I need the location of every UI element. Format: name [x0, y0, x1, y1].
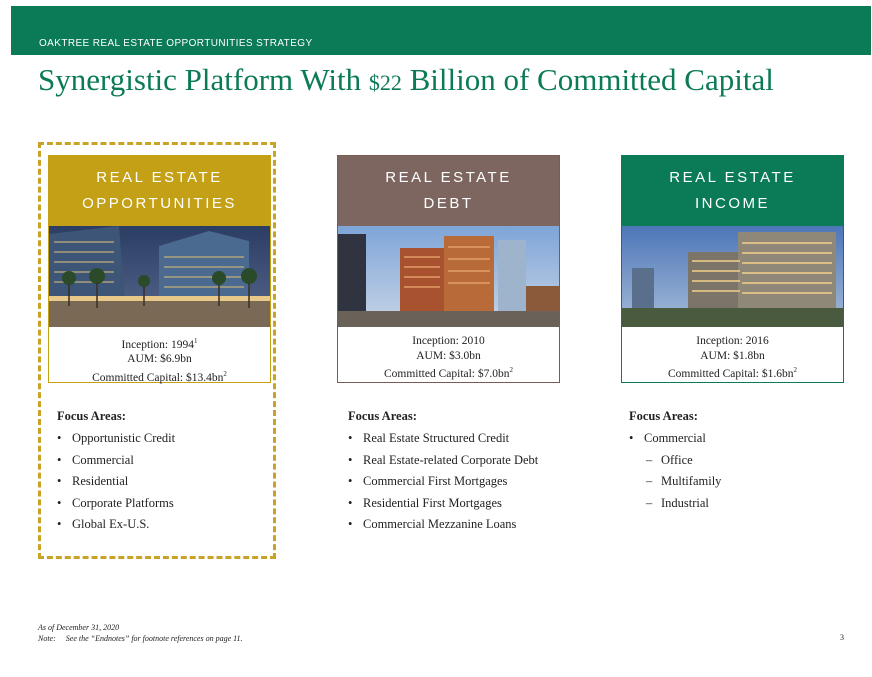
list-item: • Opportunistic Credit	[57, 431, 175, 453]
building-photo-debt	[338, 226, 559, 327]
card-title-line1: REAL ESTATE	[96, 169, 223, 186]
list-subitem: – Multifamily	[629, 474, 721, 496]
aum: AUM: $1.8bn	[700, 349, 765, 362]
card-title-line2: OPPORTUNITIES	[82, 195, 237, 212]
card-title-line1: REAL ESTATE	[385, 169, 512, 186]
card-real-estate-income	[621, 155, 844, 383]
focus-areas-opportunities	[57, 409, 175, 539]
aum: AUM: $6.9bn	[127, 353, 192, 366]
title-part2: Billion of Committed Capital	[401, 62, 774, 97]
list-item: • Commercial First Mortgages	[348, 474, 538, 496]
focus-title: Focus Areas:	[57, 409, 126, 423]
strategy-label: OAKTREE REAL ESTATE OPPORTUNITIES STRATEGY	[39, 38, 313, 49]
inception-footnote: 1	[194, 337, 198, 345]
card-header	[622, 156, 843, 226]
card-title-line2: INCOME	[694, 195, 770, 212]
card-real-estate-debt	[337, 155, 560, 383]
committed-capital: Committed Capital: $1.6bn	[667, 367, 794, 380]
list-item: • Commercial	[629, 431, 721, 453]
committed-footnote: 2	[509, 366, 514, 374]
card-real-estate-opportunities	[48, 155, 271, 383]
list-item: • Commercial	[57, 453, 175, 475]
header-bar	[11, 6, 871, 55]
building-photo-opportunities	[49, 226, 270, 327]
list-item: • Residential First Mortgages	[348, 496, 538, 518]
aum: AUM: $3.0bn	[416, 349, 481, 362]
list-item: • Real Estate Structured Credit	[348, 431, 538, 453]
inception: Inception: 2016	[696, 335, 769, 347]
page-number: 3	[840, 633, 844, 642]
inception: Inception: 2010	[412, 335, 485, 347]
title-amount: $22	[368, 70, 402, 95]
list-item: • Residential	[57, 474, 175, 496]
committed-capital: Committed Capital: $7.0bn	[383, 367, 510, 380]
page-title	[38, 62, 774, 98]
endnote-reference: Note: See the “Endnotes” for footnote references on page 11.	[38, 634, 243, 643]
inception: Inception: 1994	[121, 338, 194, 351]
card-stats	[338, 327, 559, 381]
plaza-towers-image	[49, 226, 270, 327]
focus-areas-debt	[348, 409, 538, 539]
committed-capital: Committed Capital: $13.4bn	[92, 371, 224, 384]
focus-title: Focus Areas:	[629, 409, 698, 423]
footer-notes	[38, 622, 243, 644]
office-building-image	[622, 226, 843, 327]
list-item: • Global Ex-U.S.	[57, 517, 175, 539]
card-title-line1: REAL ESTATE	[669, 169, 796, 186]
list-subitem: – Industrial	[629, 496, 721, 518]
building-photo-income	[622, 226, 843, 327]
committed-footnote: 2	[223, 369, 227, 378]
focus-areas-income	[629, 409, 721, 517]
focus-title: Focus Areas:	[348, 409, 417, 423]
list-item: • Corporate Platforms	[57, 496, 175, 518]
list-item: • Commercial Mezzanine Loans	[348, 517, 538, 539]
card-stats	[622, 327, 843, 381]
skyline-image	[338, 226, 559, 327]
card-header	[338, 156, 559, 226]
card-header	[49, 156, 270, 226]
list-item: • Real Estate-related Corporate Debt	[348, 453, 538, 475]
card-title-line2: DEBT	[423, 195, 474, 212]
title-part1: Synergistic Platform With	[38, 62, 369, 97]
list-subitem: – Office	[629, 453, 721, 475]
as-of-date: As of December 31, 2020	[38, 623, 120, 632]
committed-footnote: 2	[793, 366, 798, 374]
card-stats	[49, 327, 270, 385]
